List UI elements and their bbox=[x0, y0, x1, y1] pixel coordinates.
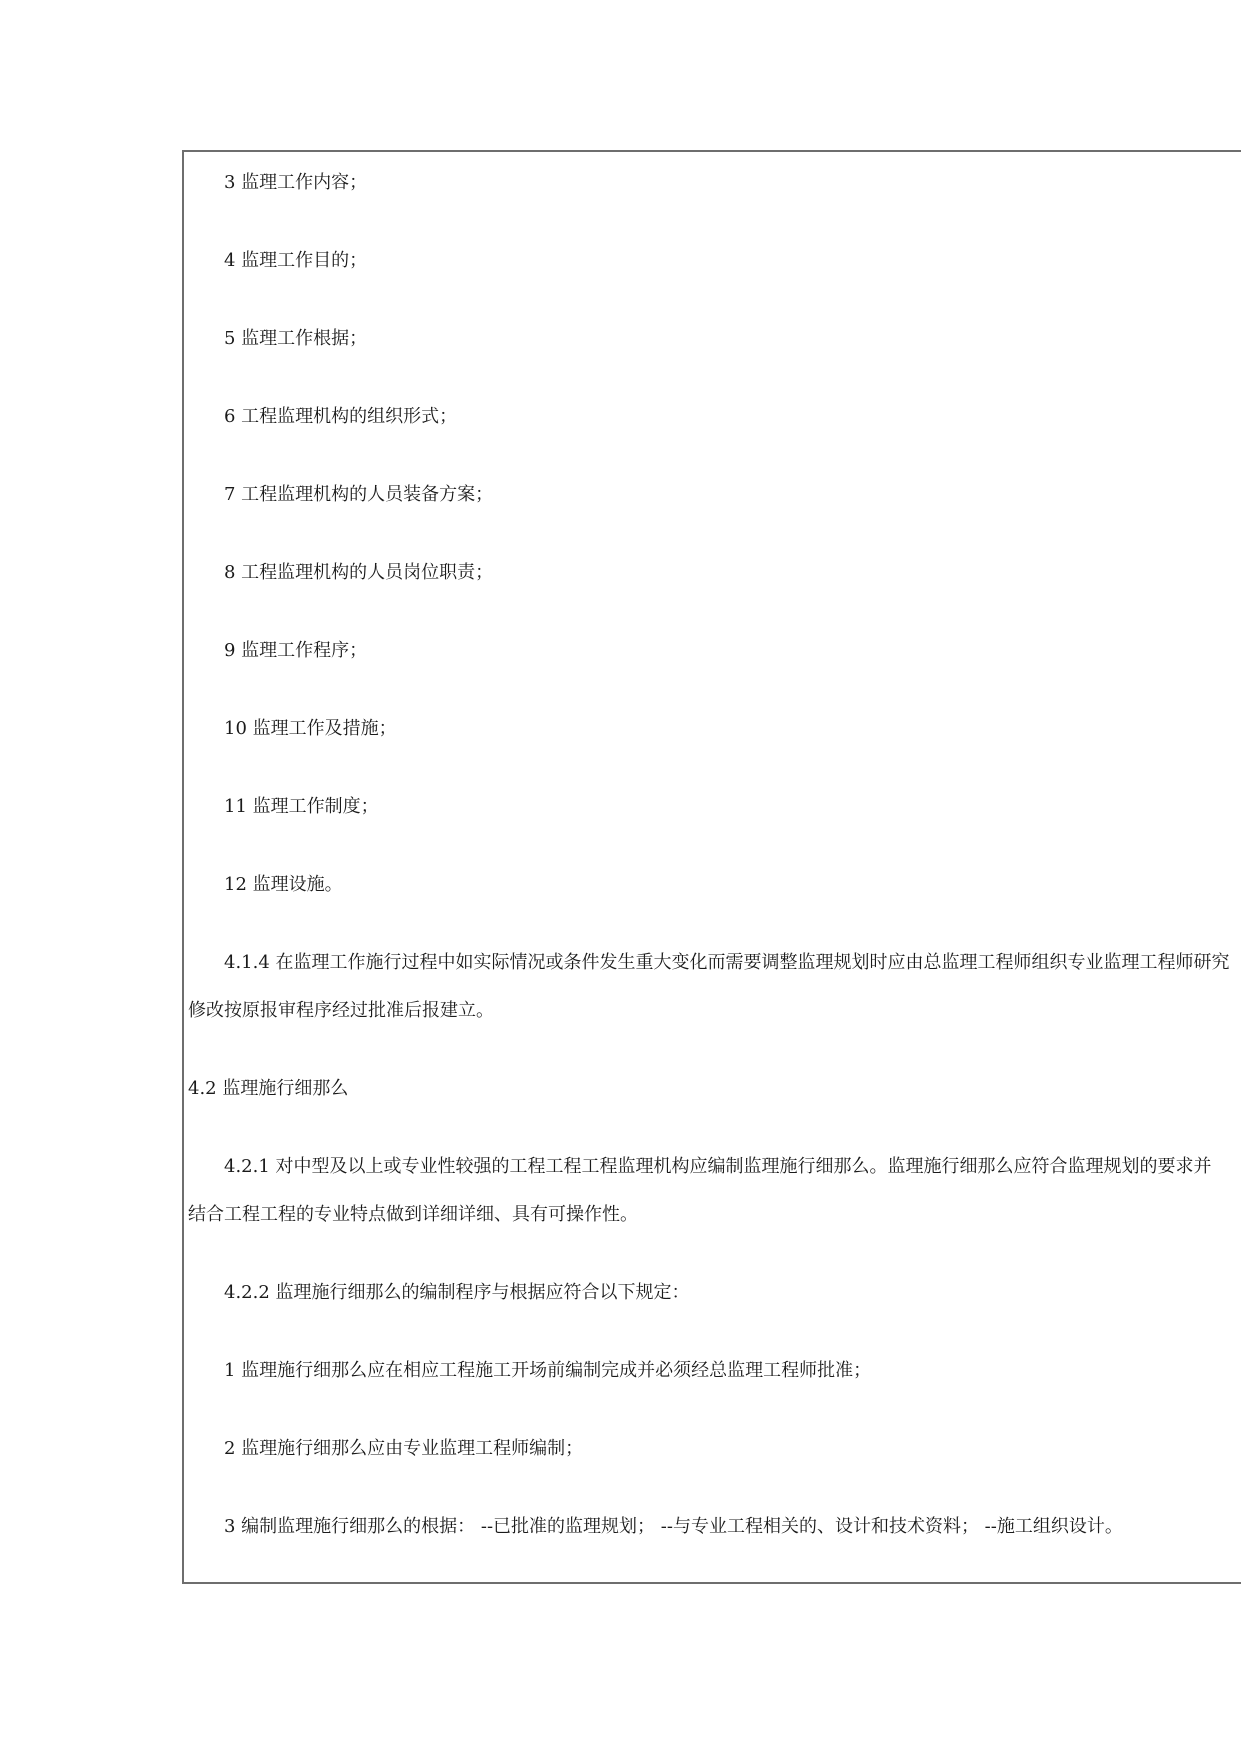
paragraph-4-2-1-continued: 结合工程工程的专业特点做到详细详细、具有可操作性。 bbox=[188, 1204, 638, 1225]
list-item-7: 7 工程监理机构的人员装备方案； bbox=[224, 484, 494, 505]
paragraph-4-1-4-continued: 修改按原报审程序经过批准后报建立。 bbox=[188, 1000, 494, 1021]
list-item-12: 12 监理设施。 bbox=[224, 874, 343, 895]
list-item-3: 3 监理工作内容； bbox=[224, 172, 368, 193]
list-item-11: 11 监理工作制度； bbox=[224, 796, 379, 817]
list-item-4: 4 监理工作目的； bbox=[224, 250, 368, 271]
sub-item-2: 2 监理施行细那么应由专业监理工程师编制； bbox=[224, 1438, 584, 1459]
list-item-5: 5 监理工作根据； bbox=[224, 328, 368, 349]
paragraph-4-1-4: 4.1.4 在监理工作施行过程中如实际情况或条件发生重大变化而需要调整监理规划时应由总监理工程师组织专业监理工程师研究 bbox=[224, 952, 1230, 973]
list-item-6: 6 工程监理机构的组织形式； bbox=[224, 406, 458, 427]
sub-item-3: 3 编制监理施行细那么的根据： --已批准的监理规划； --与专业工程相关的、设计和技术资料； --施工组织设计。 bbox=[224, 1516, 1123, 1537]
list-item-8: 8 工程监理机构的人员岗位职责； bbox=[224, 562, 494, 583]
section-heading-4-2: 4.2 监理施行细那么 bbox=[188, 1078, 349, 1099]
list-item-10: 10 监理工作及措施； bbox=[224, 718, 397, 739]
paragraph-4-2-1: 4.2.1 对中型及以上或专业性较强的工程工程工程监理机构应编制监理施行细那么。监理施行细那么应符合监理规划的要求并 bbox=[224, 1156, 1212, 1177]
sub-item-1: 1 监理施行细那么应在相应工程施工开场前编制完成并必须经总监理工程师批准； bbox=[224, 1360, 872, 1381]
list-item-9: 9 监理工作程序； bbox=[224, 640, 368, 661]
paragraph-4-2-2: 4.2.2 监理施行细那么的编制程序与根据应符合以下规定： bbox=[224, 1282, 690, 1303]
